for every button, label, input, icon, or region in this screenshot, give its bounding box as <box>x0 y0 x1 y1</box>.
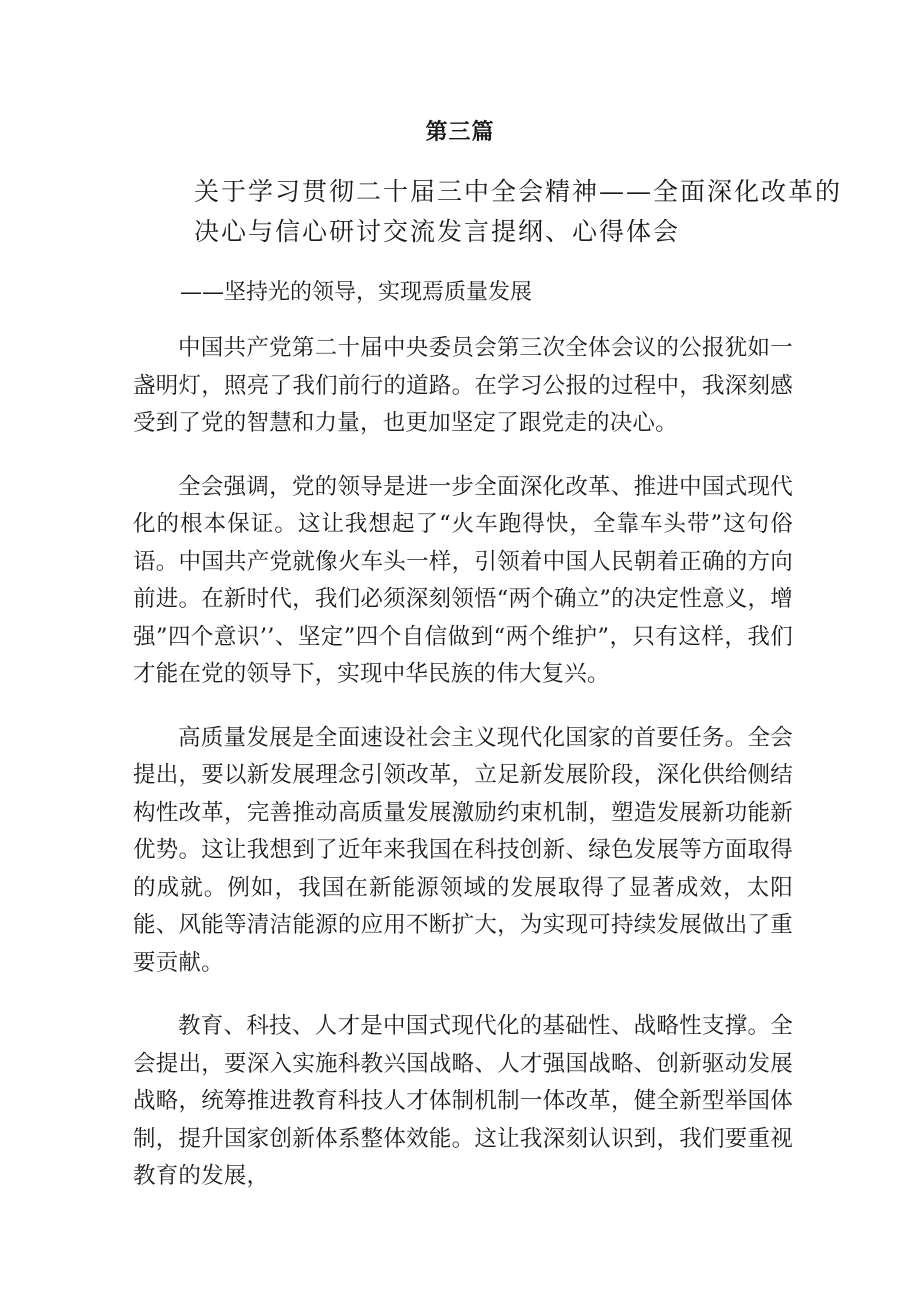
paragraph-1: 中国共产党第二十届中央委员会第三次全体会议的公报犹如一盏明灯，照亮了我们前行的道路。在学习公报的过程中，我深刻感受到了党的智慧和力量，也更加坚定了跟党走的决心。 <box>133 335 793 436</box>
article-title-line-1: 关于学习贯彻二十届三中全会精神——全面深化改革的 <box>194 177 843 206</box>
paragraph-3: 高质量发展是全面速设社会主义现代化国家的首要任务。全会提出，要以新发展理念引领改革，立足新发展阶段，深化供给侧结构性改革，完善推动高质量发展激励约束机制，塑造发展新功能新优势。这让我想到了近年来我国在科技创新、绿色发展等方面取得的成就。例如，我国在新能源领域的发展取得了显著成效，太阳能、风能等清洁能源的应用不断扩大，为实现可持续发展做出了重要贡献。 <box>133 724 793 976</box>
paragraph-2: 全会强调，党的领导是进一步全面深化改革、推进中国式现代化的根本保证。这让我想起了“火车跑得快，全靠车头带”这句俗语。中国共产党就像火车头一样，引领着中国人民朝着正确的方向前进。在新时代，我们必须深刻领悟“两个确立”的决定性意义，增强”四个意识’’、坚定”四个自信做到“两个维护”，只有这样，我们才能在党的领导下，实现中华民族的伟大复兴。 <box>133 473 793 687</box>
paragraph-4: 教育、科技、人才是中国式现代化的基础性、战略性支撑。全会提出，要深入实施科教兴国战略、人才强国战略、创新驱动发展战略，统筹推进教育科技人才体制机制一体改革，健全新型举国体制，提升国家创新体系整体效能。这让我深刻认识到，我们要重视教育的发展， <box>133 1013 793 1189</box>
article-subtitle: ——坚持光的领导，实现焉质量发展 <box>180 280 533 305</box>
section-heading: 第三篇 <box>425 119 495 145</box>
article-body <box>133 330 793 1222</box>
article-title <box>194 172 843 252</box>
article-title-line-2: 决心与信心研讨交流发言提纲、心得体会 <box>194 217 681 246</box>
